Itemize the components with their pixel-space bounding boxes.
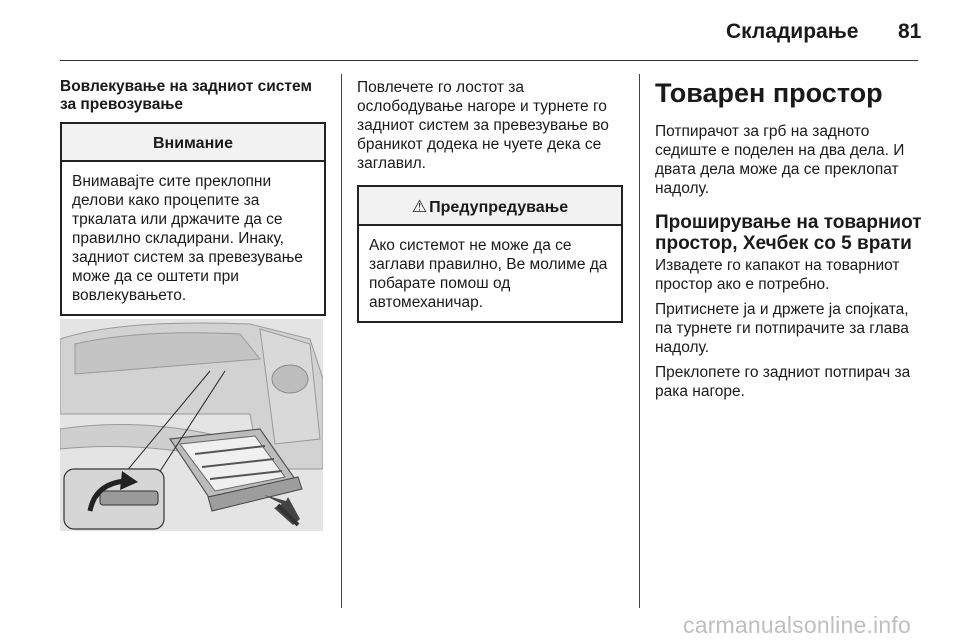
watermark: carmanualsonline.info [683,612,911,638]
warning-title: Предупредување [429,199,569,216]
release-instructions: Повлечете го лостот за ослободување нагоре и турнете го задниот систем за превезување во браникот додека не чуете дека се заглавил. [357,79,609,172]
column-3 [655,78,923,407]
header-rule [60,60,918,61]
section-subheading: Вовлекување на задниот систем за превозување [60,78,312,113]
notice-body: Внимавајте сите преклопни делови како процепите за тркалата или држачите да се правилно складирани. Инаку, задниот систем за превезување може да се оштети при вовлекувањето. [72,173,303,304]
warning-title-row [359,187,621,226]
warning-triangle-icon: ⚠ [411,197,428,216]
warning-box [357,185,623,323]
warning-body: Ако системот не може да се заглави правилно, Ве молиме да побарате помош од автомеханичар. [369,237,608,311]
cargo-paragraph-2: Извадете го капакот на товарниот простор ако е потребно. [655,257,900,293]
cargo-paragraph-3: Притиснете ја и држете ја спојката, па турнете ги потпирачите за глава надолу. [655,301,909,356]
column-divider-left [341,74,342,608]
page-number: 81 [898,20,922,43]
notice-box [60,122,326,316]
cargo-extension-heading: Проширување на товарниот простор, Хечбек со 5 врати [655,212,922,254]
cargo-space-heading: Товарен простор [655,78,883,108]
column-divider-right [639,74,640,608]
cargo-paragraph-4: Преклопете го задниот потпирач за рака нагоре. [655,364,911,400]
cargo-paragraph-1: Потпирачот за грб на задното седиште е поделен на два дела. И двата дела може да се преклопат надолу. [655,123,905,197]
page-header-title: Складирање [726,20,859,43]
rear-carrier-illustration [60,319,323,531]
notice-title: Внимание [62,124,324,162]
column-2 [357,78,623,323]
column-1 [60,78,326,316]
